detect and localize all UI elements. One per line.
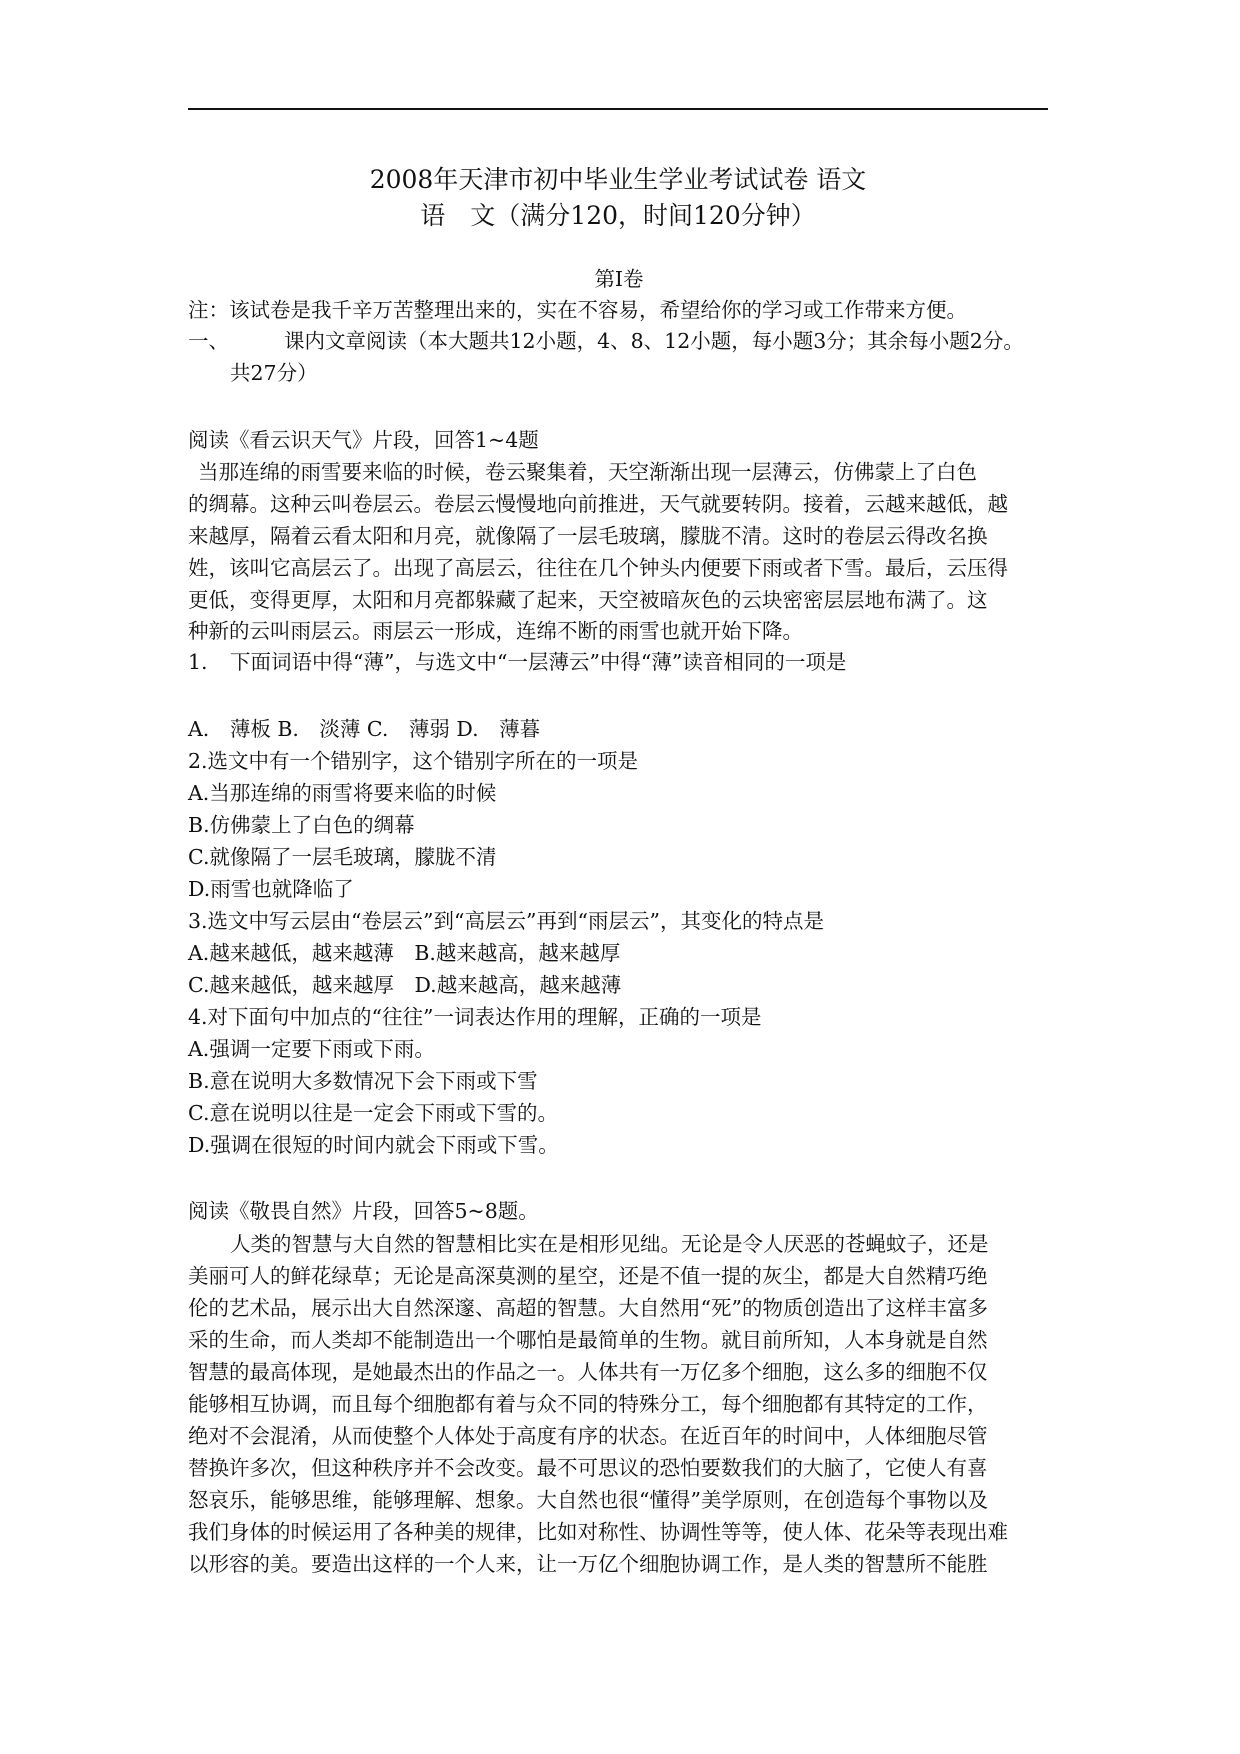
passage2-line: 智慧的最高体现，是她最杰出的作品之一。人体共有一万亿多个细胞，这么多的细胞不仅 [188, 1360, 988, 1384]
question-number: 1. [188, 650, 208, 674]
question-text: 下面词语中得“薄”，与选文中“一层薄云”中得“薄”读音相同的一项是 [230, 650, 847, 674]
question-2-option-c: C.就像隔了一层毛玻璃，朦胧不清 [188, 845, 497, 869]
section-number: 一、 [188, 329, 229, 353]
question-4-option-a: A.强调一定要下雨或下雨。 [188, 1037, 435, 1061]
question-4-stem: 4.对下面句中加点的“往往”一词表达作用的理解，正确的一项是 [188, 1005, 762, 1029]
question-2-option-a: A.当那连绵的雨雪将要来临的时候 [188, 781, 497, 805]
passage1-line: 来越厚，隔着云看太阳和月亮，就像隔了一层毛玻璃，朦胧不清。这时的卷层云得改名换 [188, 524, 988, 548]
section-text: 课内文章阅读（本大题共12小题，4、8、12小题，每小题3分；其余每小题2分。 [284, 329, 1024, 353]
passage2-intro: 阅读《敬畏自然》片段，回答5~8题。 [188, 1199, 539, 1223]
question-4-option-c: C.意在说明以往是一定会下雨或下雪的。 [188, 1101, 558, 1125]
passage2-line: 绝对不会混淆，从而使整个人体处于高度有序的状态。在近百年的时间中，人体细胞尽管 [188, 1424, 988, 1448]
section-one-heading [188, 324, 1050, 354]
passage1-line: 的绸幕。这种云叫卷层云。卷层云慢慢地向前推进，天气就要转阴。接着，云越来越低，越 [188, 492, 1008, 516]
question-1-options: A. 薄板 B. 淡薄 C. 薄弱 D. 薄暮 [188, 717, 541, 741]
header-rule [188, 108, 1048, 110]
passage2-line: 人类的智慧与大自然的智慧相比实在是相形见绌。无论是令人厌恶的苍蝇蚊子，还是 [230, 1232, 989, 1256]
question-3-options-cd: C.越来越低，越来越厚 D.越来越高，越来越薄 [188, 973, 622, 997]
passage2-line: 伦的艺术品，展示出大自然深邃、高超的智慧。大自然用“死”的物质创造出了这样丰富多 [188, 1296, 988, 1320]
passage2-line: 美丽可人的鲜花绿草；无论是高深莫测的星空，还是不值一提的灰尘，都是大自然精巧绝 [188, 1264, 988, 1288]
question-2-stem: 2.选文中有一个错别字，这个错别字所在的一项是 [188, 749, 639, 773]
question-4-option-b: B.意在说明大多数情况下会下雨或下雪 [188, 1069, 538, 1093]
passage1-line: 更低，变得更厚，太阳和月亮都躲藏了起来，天空被暗灰色的云块密密层层地布满了。这 [188, 588, 988, 612]
passage1-intro: 阅读《看云识天气》片段，回答1~4题 [188, 428, 539, 452]
passage1-line: 姓，该叫它高层云了。出现了高层云，往往在几个钟头内便要下雨或者下雪。最后，云压得 [188, 556, 1008, 580]
passage2-line: 以形容的美。要造出这样的一个人来，让一万亿个细胞协调工作，是人类的智慧所不能胜 [188, 1552, 988, 1576]
question-4-option-d: D.强调在很短的时间内就会下雨或下雪。 [188, 1133, 559, 1157]
question-3-options-ab: A.越来越低，越来越薄 B.越来越高，越来越厚 [188, 941, 621, 965]
passage1-line: 种新的云叫雨层云。雨层云一形成，连绵不断的雨雪也就开始下降。 [188, 619, 803, 643]
passage2-line: 能够相互协调，而且每个细胞都有着与众不同的特殊分工，每个细胞都有其特定的工作， [188, 1392, 988, 1416]
question-2-option-d: D.雨雪也就降临了 [188, 877, 354, 901]
passage1-line: 当那连绵的雨雪要来临的时候，卷云聚集着，天空渐渐出现一层薄云，仿佛蒙上了白色 [198, 460, 977, 484]
volume-heading: 第Ⅰ卷 [594, 267, 644, 291]
question-1-stem [188, 645, 1050, 675]
passage2-line: 我们身体的时候运用了各种美的规律，比如对称性、协调性等等，使人体、花朵等表现出难 [188, 1520, 1008, 1544]
note-line: 注：该试卷是我千辛万苦整理出来的，实在不容易，希望给你的学习或工作带来方便。 [188, 298, 967, 322]
exam-title: 2008年天津市初中毕业生学业考试试卷 语文 [369, 165, 867, 194]
passage2-line: 怒哀乐，能够思维，能够理解、想象。大自然也很“懂得”美学原则，在创造每个事物以及 [188, 1488, 988, 1512]
question-3-stem: 3.选文中写云层由“卷层云”到“高层云”再到“雨层云”，其变化的特点是 [188, 909, 824, 933]
section-one-continuation: 共27分） [230, 361, 318, 385]
passage2-line: 替换许多次，但这种秩序并不会改变。最不可思议的恐怕要数我们的大脑了，它使人有喜 [188, 1456, 988, 1480]
question-2-option-b: B.仿佛蒙上了白色的绸幕 [188, 813, 415, 837]
passage2-line: 采的生命，而人类却不能制造出一个哪怕是最简单的生物。就目前所知，人本身就是自然 [188, 1328, 988, 1352]
exam-subtitle: 语 文（满分120，时间120分钟） [420, 201, 816, 230]
